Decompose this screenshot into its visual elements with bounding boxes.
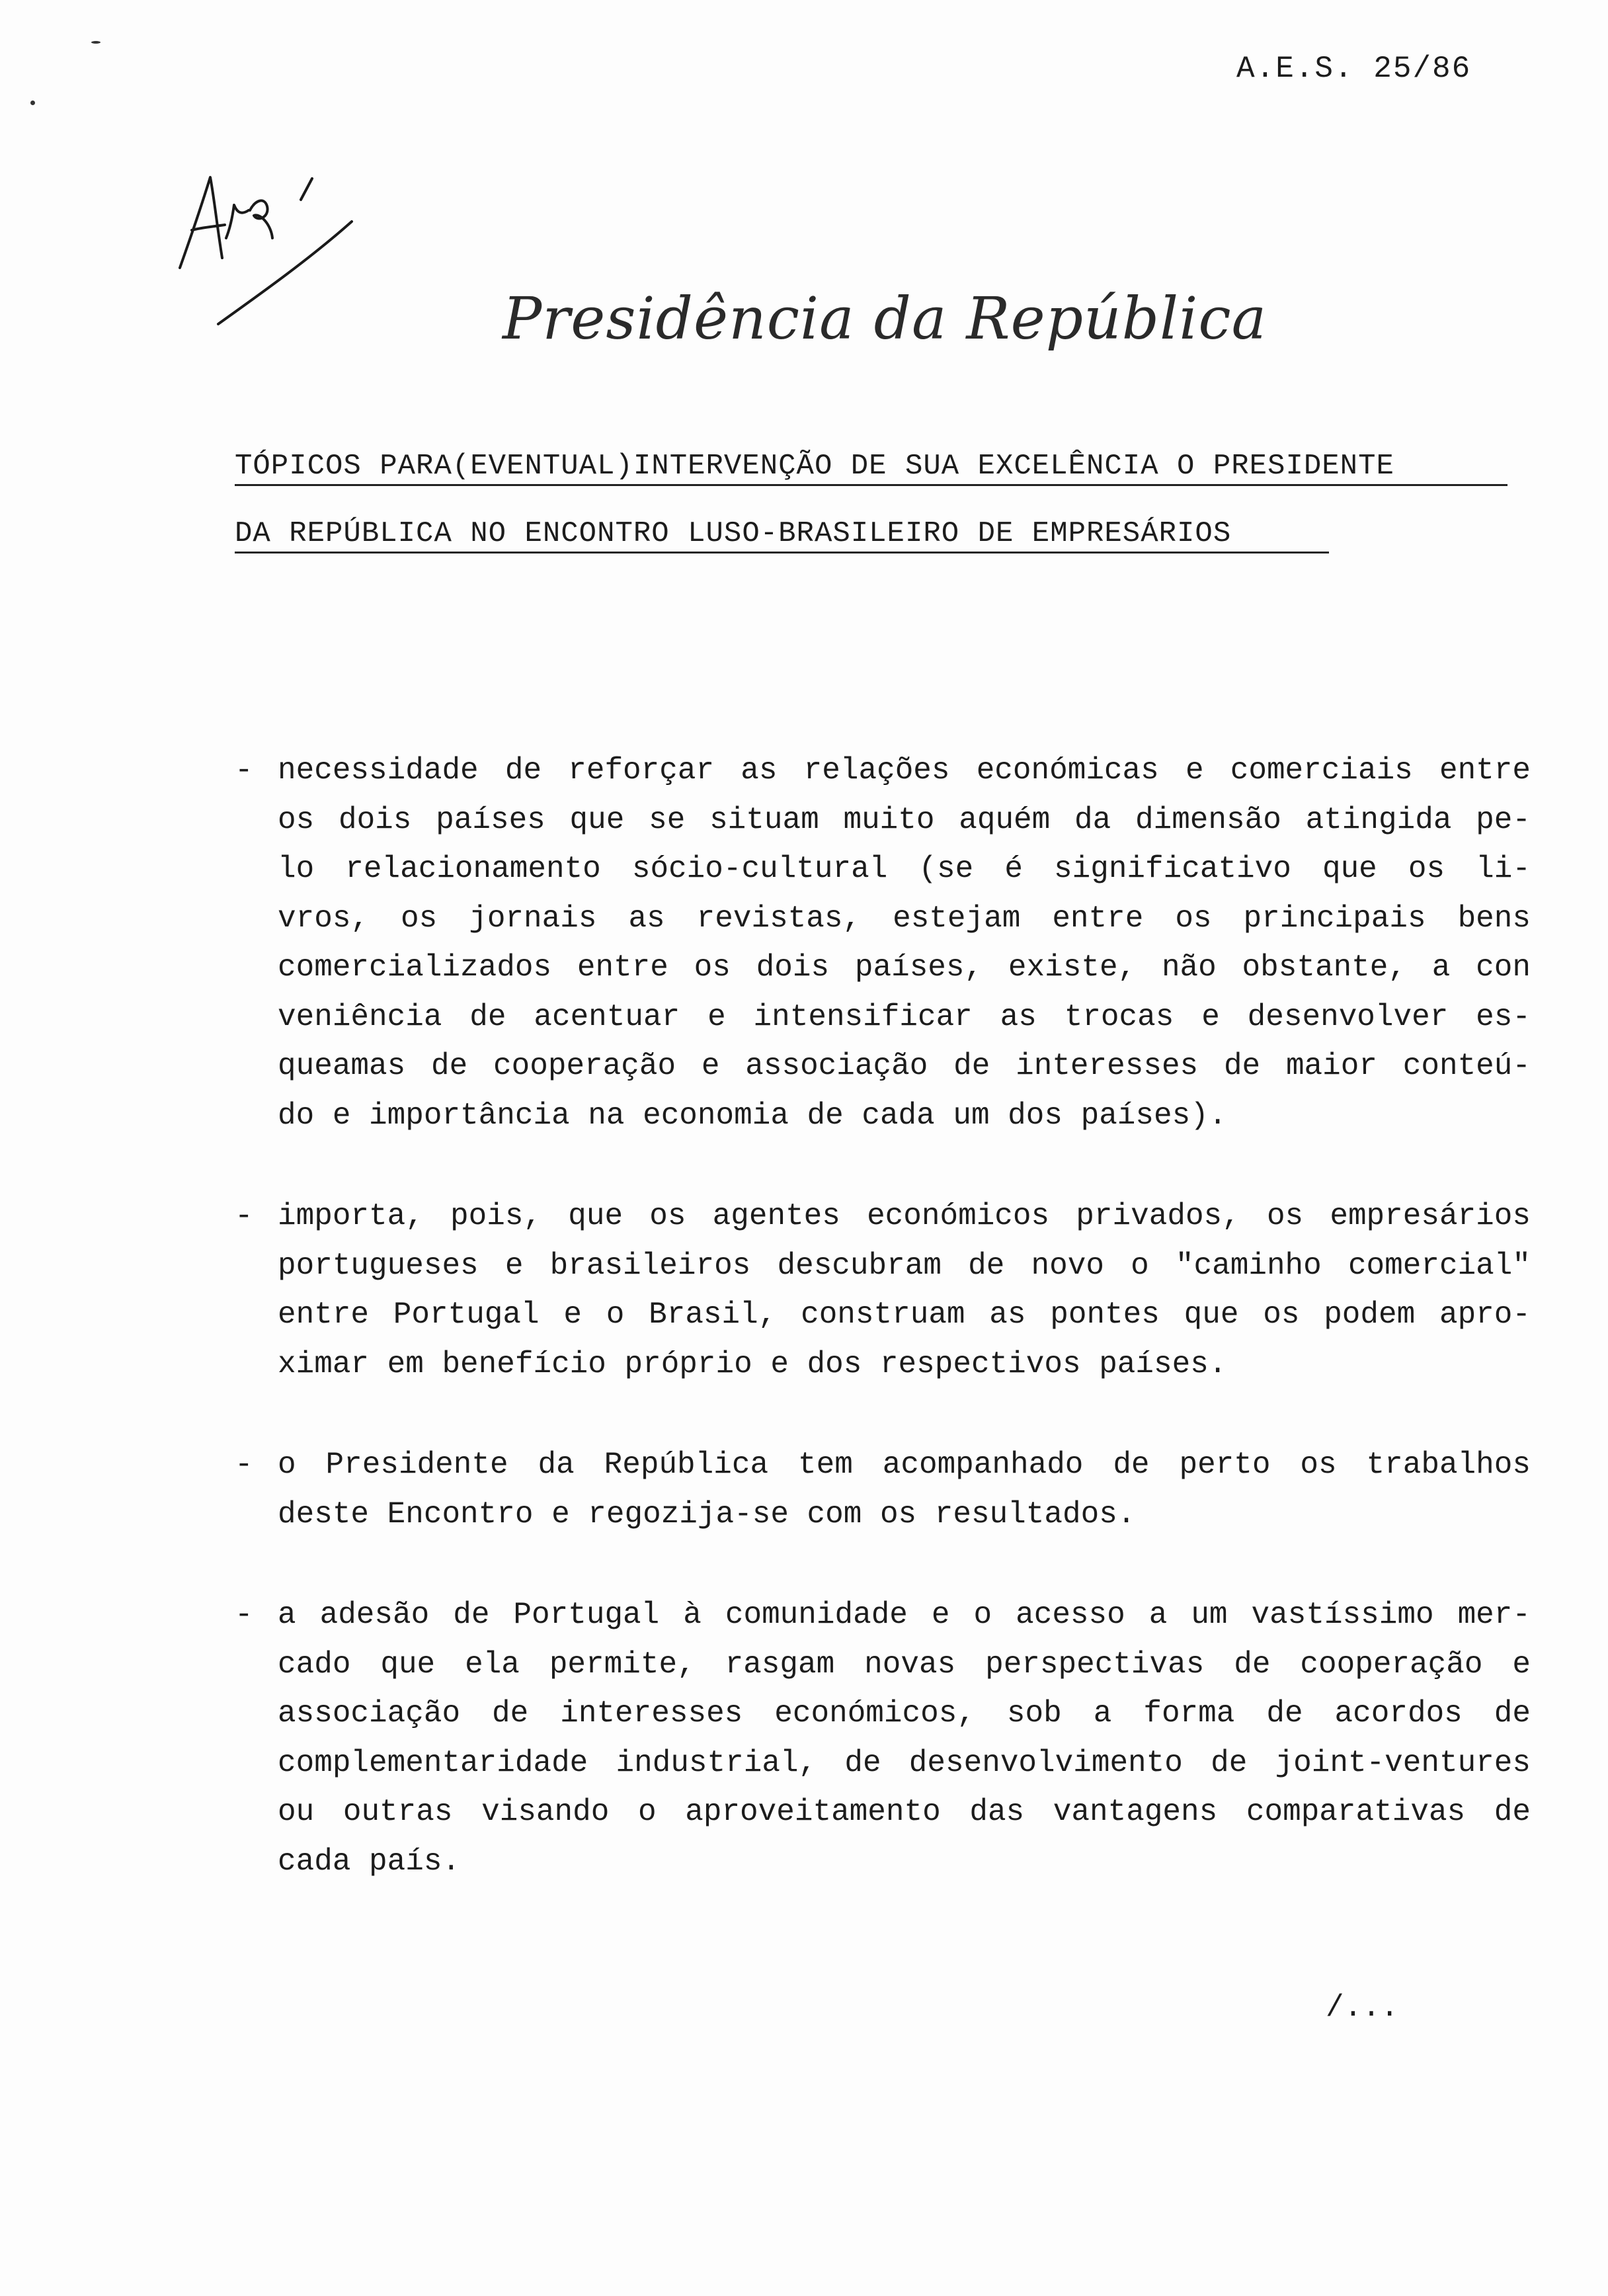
text-line: portugueses e brasileiros descubram de novo o "caminho comercial" [278, 1248, 1531, 1283]
text-line: o Presidente da República tem acompanhado de perto os trabalhos [278, 1448, 1531, 1482]
continuation-marker: /... [1326, 1990, 1399, 2025]
bullet-dash: - [235, 753, 253, 788]
bullet-dash: - [235, 1598, 253, 1632]
topic-list [235, 746, 1531, 1938]
text-line: os dois países que se situam muito aquém da dimensão atingida pe- [278, 802, 1531, 837]
text-line: cado que ela permite, rasgam novas perspectivas de cooperação e [278, 1647, 1531, 1682]
text-line: necessidade de reforçar as relações económicas e comerciais entre [278, 753, 1531, 788]
handwritten-initials-signature [165, 159, 364, 344]
text-line: cada país. [278, 1844, 461, 1879]
document-title-line-2: DA REPÚBLICA NO ENCONTRO LUSO-BRASILEIRO DE EMPRESÁRIOS [235, 517, 1329, 554]
text-line: complementaridade industrial, de desenvolvimento de joint-ventures [278, 1745, 1531, 1780]
topic-item-text [278, 1590, 1531, 1886]
topic-item-text [278, 746, 1531, 1140]
scan-speck [91, 41, 100, 44]
topic-item-text [278, 1192, 1531, 1389]
text-line: deste Encontro e regozija-se com os resultados. [278, 1496, 1136, 1532]
text-line: veniência de acentuar e intensificar as trocas e desenvolver es- [278, 999, 1531, 1034]
text-line: ximar em benefício próprio e dos respectivos países. [278, 1346, 1227, 1381]
text-line: lo relacionamento sócio-cultural (se é significativo que os li- [278, 852, 1531, 886]
text-line: a adesão de Portugal à comunidade e o acesso a um vastíssimo mer- [278, 1598, 1531, 1632]
text-line: comercializados entre os dois países, existe, não obstante, a con [278, 950, 1531, 985]
text-line: vros, os jornais as revistas, estejam entre os principais bens [278, 901, 1531, 936]
text-line: queamas de cooperação e associação de interesses de maior conteú- [278, 1049, 1531, 1083]
text-line: importa, pois, que os agentes económicos privados, os empresários [278, 1199, 1531, 1233]
document-reference: A.E.S. 25/86 [1236, 52, 1472, 86]
topic-item [235, 1590, 1531, 1886]
letterhead-presidencia: Presidência da República [502, 284, 1267, 352]
text-line: ou outras visando o aproveitamento das vantagens comparativas de [278, 1795, 1531, 1829]
scan-speck [30, 101, 35, 105]
text-line: do e importância na economia de cada um dos países). [278, 1098, 1227, 1133]
document-title-line-1: TÓPICOS PARA(EVENTUAL)INTERVENÇÃO DE SUA EXCELÊNCIA O PRESIDENTE [235, 450, 1508, 486]
topic-item [235, 1440, 1531, 1539]
bullet-dash: - [235, 1199, 253, 1233]
bullet-dash: - [235, 1448, 253, 1482]
topic-item [235, 746, 1531, 1140]
text-line: associação de interesses económicos, sob a forma de acordos de [278, 1696, 1531, 1731]
topic-item [235, 1192, 1531, 1389]
text-line: entre Portugal e o Brasil, construam as pontes que os podem apro- [278, 1297, 1531, 1332]
topic-item-text [278, 1440, 1531, 1539]
